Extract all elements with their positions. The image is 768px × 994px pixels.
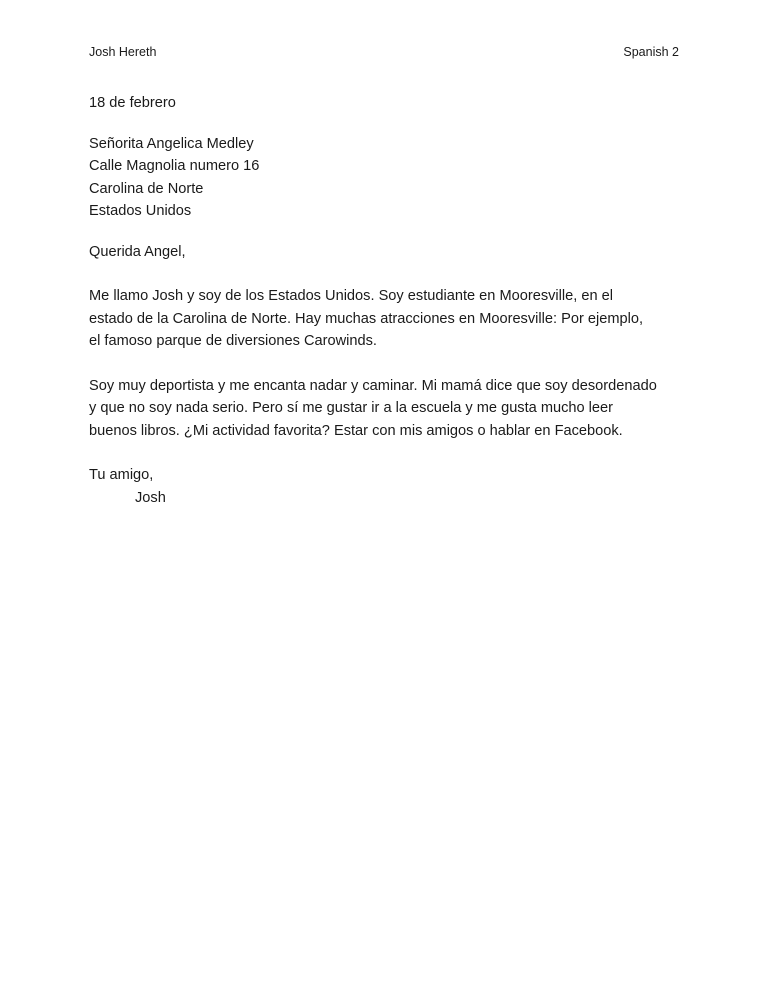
recipient-name: Señorita Angelica Medley xyxy=(89,135,254,152)
letter-body xyxy=(89,92,689,509)
recipient-state: Carolina de Norte xyxy=(89,180,204,197)
letter-date: 18 de febrero xyxy=(89,95,176,111)
paragraph-line: buenos libros. ¿Mi actividad favorita? Estar con mis amigos o hablar en Facebook. xyxy=(89,422,623,439)
paragraph-introduction xyxy=(89,285,689,353)
recipient-address xyxy=(89,133,689,223)
header-course: Spanish 2 xyxy=(623,45,679,59)
paragraph-line: Soy muy deportista y me encanta nadar y caminar. Mi mamá dice que soy desordenado xyxy=(89,377,657,394)
signature: Josh xyxy=(135,489,166,506)
header-author: Josh Hereth xyxy=(89,45,157,59)
page-header xyxy=(89,45,679,63)
recipient-country: Estados Unidos xyxy=(89,203,192,219)
paragraph-line: y que no soy nada serio. Pero sí me gustar ir a la escuela y me gusta mucho leer xyxy=(89,400,614,416)
salutation: Querida Angel, xyxy=(89,243,186,260)
recipient-street: Calle Magnolia numero 16 xyxy=(89,158,260,174)
closing: Tu amigo, xyxy=(89,467,154,483)
paragraph-personality xyxy=(89,375,689,443)
paragraph-line: Me llamo Josh y soy de los Estados Unidos. Soy estudiante en Mooresville, en el xyxy=(89,288,614,304)
paragraph-line: estado de la Carolina de Norte. Hay muchas atracciones en Mooresville: Por ejemplo, xyxy=(89,310,644,327)
paragraph-line: el famoso parque de diversiones Carowinds. xyxy=(89,333,377,349)
